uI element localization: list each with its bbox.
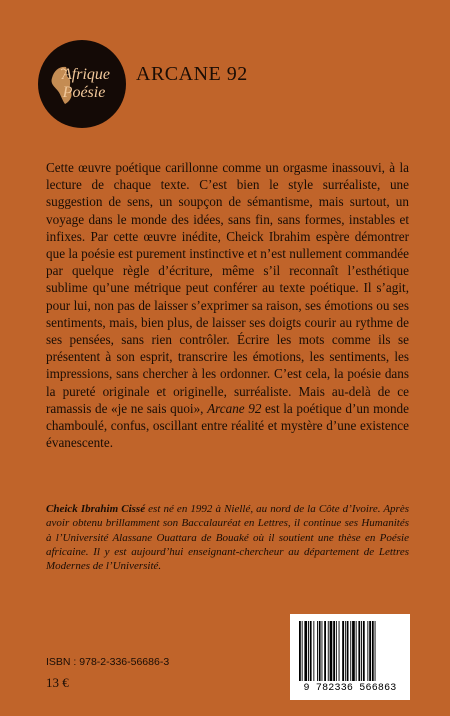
barcode — [290, 614, 410, 700]
back-cover-blurb — [46, 159, 409, 451]
afrique-poesie-logo — [38, 40, 126, 128]
blurb-part-2: est la poétique d’un monde chamboulé, confus, oscillant entre réalité et mystère d’une existence évanescente. — [46, 400, 410, 451]
author-bio-text: est né en 1992 à Niellé, au nord de la Côte d’Ivoire. Après avoir obtenu brillamment son Baccalauréat en Lettres, il continue ses Humanités à l’Université Alassane Ouattara de Bouaké où il soutient une thèse en Poésie africaine. Il y est aujourd’hui enseignant-chercheur au département de Lettres Modernes de l’Université. — [46, 503, 409, 573]
author-name: Cheick Ibrahim Cissé — [46, 503, 146, 515]
blurb-part-1: Cette œuvre poétique carillonne comme un orgasme inassouvi, à la lecture de chaque texte. C’est bien le style surréaliste, une suggestion de sens, un soupçon de sémantisme, mais surtout, un voyage dans le monde des idées, sans fin, sans formes, instables et infixes. Par cette œuvre inédite, Cheick Ibrahim espère démontrer que la poésie est purement instinctive et n’est nullement commandée par quelque règle d’écriture, même s’il reconnaît l’esthétique sublime qu’une métrique peut conférer au texte poétique. Il s’agit, pour lui, non pas de laisser s’exprimer sa raison, ses émotions ou ses sentiments, mais, bien plus, de laisser ses doigts courir au rythme de ses pensées, sans rien contrôler. Écrire les mots comme ils se présentent à son esprit, transcrire les émotions, les sentiments, les impressions, sans chercher à les ordonner. C’est cela, la poésie dans la pureté originale et originelle, surréaliste. Mais au-delà de ce ramassis de «je ne sais quoi», — [46, 160, 409, 416]
price: 13 € — [46, 675, 69, 690]
barcode-digits: 9 782336 566863 — [303, 683, 397, 694]
barcode-bars — [299, 621, 401, 681]
author-bio — [46, 502, 409, 573]
blurb-book-title: Arcane 92 — [207, 400, 262, 416]
logo-line-2: Poésie — [62, 84, 106, 101]
isbn: ISBN : 978-2-336-56686-3 — [46, 656, 170, 668]
logo-line-1: Afrique — [62, 66, 110, 83]
series-name: ARCANE 92 — [136, 63, 248, 85]
